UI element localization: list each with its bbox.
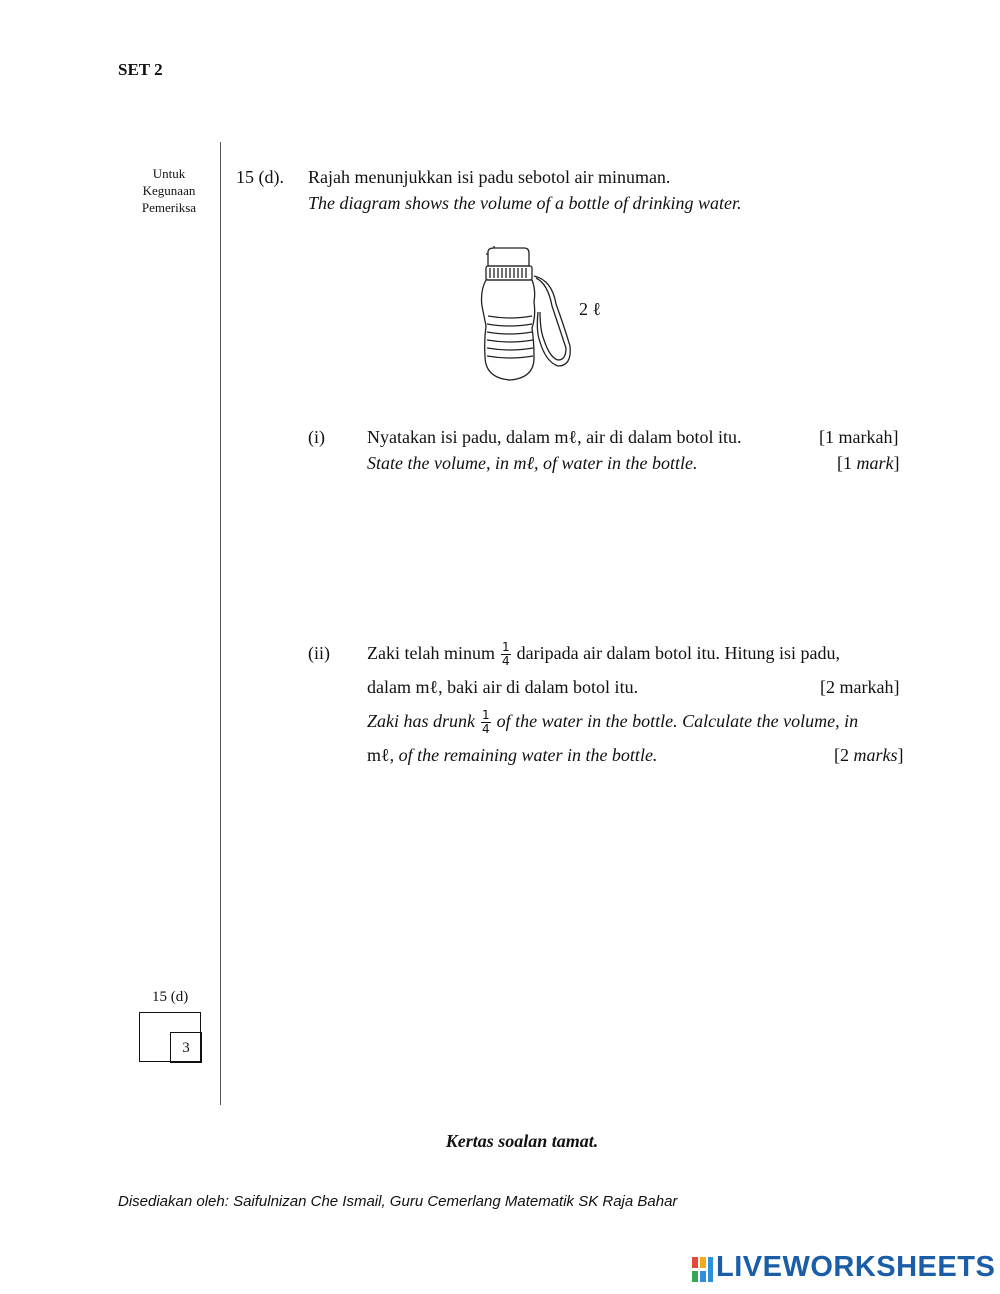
part-i-marks-en-open: [1 <box>837 453 857 473</box>
set-label: SET 2 <box>118 60 163 79</box>
question-number: 15 (d). <box>236 167 284 187</box>
part-ii-line1-after: daripada air dalam botol itu. Hitung isi padu, <box>516 643 841 663</box>
part-ii-marks-en <box>834 744 904 766</box>
part-i-marks-en <box>837 452 900 474</box>
part-ii-line4-rest: , of the remaining water in the bottle. <box>389 745 658 765</box>
part-ii-marks-ms: [2 markah] <box>820 677 900 697</box>
part-i-text-en: State the volume, in mℓ, of water in the bottle. <box>367 453 698 473</box>
fraction-denominator-en: 4 <box>482 722 490 737</box>
fraction-one-quarter-en <box>481 709 491 736</box>
part-i-text-ms: Nyatakan isi padu, dalam mℓ, air di dalam botol itu. <box>367 427 742 447</box>
examiner-line-2: Kegunaan <box>142 183 196 198</box>
part-ii-line-2: dalam mℓ, baki air di dalam botol itu. <box>367 677 639 697</box>
question-stem-en: The diagram shows the volume of a bottle of drinking water. <box>308 193 742 213</box>
liveworksheets-logo-icon <box>692 1254 714 1286</box>
bottle-volume-label: 2 ℓ <box>579 299 602 319</box>
examiner-use-label <box>128 165 210 216</box>
part-i-marks-en-word: mark <box>856 453 894 473</box>
part-i-label: (i) <box>308 427 325 447</box>
part-ii-line1-before: Zaki telah minum <box>367 643 495 663</box>
fraction-numerator-en: 1 <box>482 708 490 723</box>
examiner-line-1: Untuk <box>152 166 186 181</box>
question-stem-ms: Rajah menunjukkan isi padu sebotol air minuman. <box>308 167 671 187</box>
part-ii-marks-en-open: [2 <box>834 745 854 765</box>
end-of-paper-text: Kertas soalan tamat. <box>445 1131 599 1151</box>
part-ii-line3-before: Zaki has drunk <box>367 711 475 731</box>
part-ii-marks-en-word: marks <box>853 745 898 765</box>
score-box-max: 3 <box>170 1032 202 1063</box>
part-ii-line-4 <box>367 744 657 766</box>
examiner-line-3: Pemeriksa <box>141 200 197 215</box>
footer-credit: Disediakan oleh: Saifulnizan Che Ismail, Guru Cemerlang Matematik SK Raja Bahar <box>118 1193 678 1210</box>
margin-divider <box>220 142 221 1105</box>
part-ii-line4-unit: mℓ <box>367 745 390 765</box>
part-ii-line-3 <box>367 699 858 743</box>
part-i-marks-en-close: ] <box>893 453 900 473</box>
water-bottle-illustration <box>474 246 574 386</box>
score-box-label: 15 (d) <box>152 989 189 1005</box>
part-ii-marks-en-close: ] <box>897 745 904 765</box>
part-ii-line-1 <box>367 631 840 675</box>
fraction-denominator: 4 <box>501 654 510 669</box>
part-ii-line3-after: of the water in the bottle. Calculate the volume, in <box>496 711 859 731</box>
fraction-numerator: 1 <box>501 640 510 655</box>
liveworksheets-brand[interactable]: LIVEWORKSHEETS <box>716 1251 996 1283</box>
fraction-one-quarter <box>501 641 511 668</box>
part-ii-label: (ii) <box>308 643 330 663</box>
part-i-marks-ms: [1 markah] <box>819 427 899 447</box>
